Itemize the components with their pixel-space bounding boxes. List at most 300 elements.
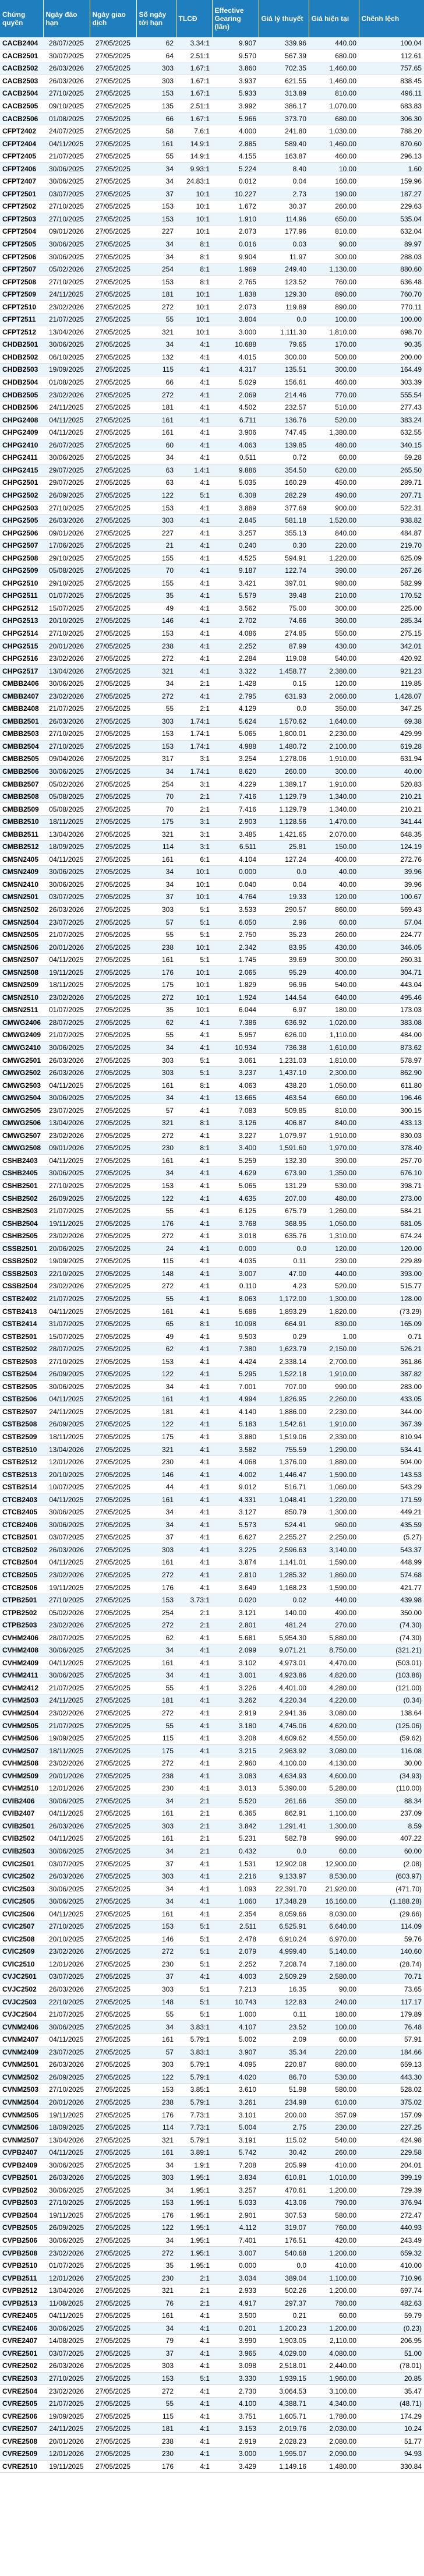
cell-trading-date: 27/05/2025 xyxy=(90,2008,136,2021)
cell-warrant-code: CMBB2507 xyxy=(0,778,43,791)
cell-difference: 35.47 xyxy=(359,2385,424,2398)
cell-trading-date: 27/05/2025 xyxy=(90,339,136,351)
cell-days-to-maturity: 254 xyxy=(136,1606,176,1619)
cell-difference: 20.85 xyxy=(359,2372,424,2385)
cell-maturity-date: 21/07/2025 xyxy=(43,313,90,326)
cell-effective-gearing: 3.225 xyxy=(212,1544,259,1556)
cell-warrant-code: CMWG2503 xyxy=(0,1079,43,1092)
cell-effective-gearing: 2.933 xyxy=(212,2284,259,2297)
cell-trading-date: 27/05/2025 xyxy=(90,1091,136,1104)
cell-trading-date: 27/05/2025 xyxy=(90,1983,136,1996)
table-row xyxy=(0,1732,424,1745)
cell-warrant-code: CSTB2506 xyxy=(0,1393,43,1406)
table-row xyxy=(0,2284,424,2297)
cell-effective-gearing: 0.432 xyxy=(212,1845,259,1858)
cell-current-price: 4,470.00 xyxy=(309,1657,359,1669)
cell-theoretical-price: 135.51 xyxy=(259,364,309,376)
cell-maturity-date: 30/06/2025 xyxy=(43,765,90,778)
cell-trading-date: 27/05/2025 xyxy=(90,1833,136,1845)
cell-theoretical-price: 2,963.92 xyxy=(259,1745,309,1757)
cell-trading-date: 27/05/2025 xyxy=(90,1154,136,1167)
cell-trading-date: 27/05/2025 xyxy=(90,916,136,929)
table-row xyxy=(0,941,424,954)
cell-trading-date: 27/05/2025 xyxy=(90,1581,136,1594)
cell-difference: 619.28 xyxy=(359,740,424,753)
cell-warrant-code: CVPB2510 xyxy=(0,2259,43,2272)
cell-maturity-date: 12/01/2026 xyxy=(43,2272,90,2285)
cell-current-price: 270.00 xyxy=(309,1619,359,1631)
cell-theoretical-price: 129.30 xyxy=(259,288,309,301)
cell-trading-date: 27/05/2025 xyxy=(90,477,136,489)
cell-theoretical-price: 0.0 xyxy=(259,1845,309,1858)
cell-conversion-ratio: 3:1 xyxy=(176,753,212,766)
cell-conversion-ratio: 4:1 xyxy=(176,552,212,565)
cell-current-price: 1,520.00 xyxy=(309,514,359,527)
table-row xyxy=(0,2372,424,2385)
cell-trading-date: 27/05/2025 xyxy=(90,364,136,376)
cell-difference: 938.82 xyxy=(359,514,424,527)
cell-maturity-date: 22/10/2025 xyxy=(43,1996,90,2008)
cell-maturity-date: 30/06/2025 xyxy=(43,251,90,263)
table-row xyxy=(0,2071,424,2084)
cell-conversion-ratio: 10:1 xyxy=(176,301,212,313)
cell-difference: (121.00) xyxy=(359,1682,424,1694)
cell-warrant-code: CACB2506 xyxy=(0,112,43,125)
cell-effective-gearing: 5.573 xyxy=(212,1518,259,1531)
cell-trading-date: 27/05/2025 xyxy=(90,1456,136,1468)
cell-difference: 676.10 xyxy=(359,1167,424,1180)
cell-warrant-code: CHPG2411 xyxy=(0,452,43,464)
cell-maturity-date: 23/02/2026 xyxy=(43,2385,90,2398)
table-row xyxy=(0,251,424,263)
table-row xyxy=(0,991,424,1004)
table-row xyxy=(0,1380,424,1393)
cell-maturity-date: 01/08/2025 xyxy=(43,112,90,125)
table-row xyxy=(0,1807,424,1820)
cell-trading-date: 27/05/2025 xyxy=(90,112,136,125)
cell-conversion-ratio: 10:1 xyxy=(176,200,212,213)
cell-conversion-ratio: 3:1 xyxy=(176,815,212,828)
cell-warrant-code: CSTB2501 xyxy=(0,1330,43,1343)
cell-difference: 873.62 xyxy=(359,1041,424,1054)
cell-effective-gearing: 1.093 xyxy=(212,1883,259,1895)
cell-theoretical-price: 144.54 xyxy=(259,991,309,1004)
cell-trading-date: 27/05/2025 xyxy=(90,1544,136,1556)
cell-theoretical-price: 406.87 xyxy=(259,1117,309,1130)
cell-theoretical-price: 2,941.36 xyxy=(259,1707,309,1719)
table-row xyxy=(0,2397,424,2410)
cell-difference: 138.64 xyxy=(359,1707,424,1719)
cell-current-price: 2,250.00 xyxy=(309,1531,359,1544)
cell-current-price: 390.00 xyxy=(309,1154,359,1167)
cell-trading-date: 27/05/2025 xyxy=(90,75,136,87)
cell-maturity-date: 21/07/2025 xyxy=(43,1682,90,1694)
cell-warrant-code: CSTB2510 xyxy=(0,1443,43,1456)
cell-difference: 267.26 xyxy=(359,564,424,577)
cell-current-price: 90.00 xyxy=(309,1983,359,1996)
table-row xyxy=(0,552,424,565)
cell-trading-date: 27/05/2025 xyxy=(90,941,136,954)
cell-current-price: 1,820.00 xyxy=(309,1305,359,1318)
cell-current-price: 540.00 xyxy=(309,979,359,992)
cell-difference: 697.74 xyxy=(359,2284,424,2297)
cell-warrant-code: CACB2504 xyxy=(0,87,43,100)
cell-maturity-date: 27/10/2025 xyxy=(43,276,90,288)
cell-theoretical-price: 1,826.95 xyxy=(259,1393,309,1406)
cell-conversion-ratio: 5:1 xyxy=(176,2372,212,2385)
cell-maturity-date: 30/06/2025 xyxy=(43,2159,90,2172)
cell-difference: 187.27 xyxy=(359,188,424,200)
cell-current-price: 300.00 xyxy=(309,251,359,263)
cell-days-to-maturity: 55 xyxy=(136,702,176,715)
cell-conversion-ratio: 4:1 xyxy=(176,2397,212,2410)
cell-trading-date: 27/05/2025 xyxy=(90,841,136,854)
cell-days-to-maturity: 161 xyxy=(136,414,176,427)
cell-days-to-maturity: 21 xyxy=(136,539,176,552)
cell-maturity-date: 20/01/2026 xyxy=(43,941,90,954)
cell-trading-date: 27/05/2025 xyxy=(90,2234,136,2247)
cell-conversion-ratio: 10:1 xyxy=(176,225,212,238)
cell-maturity-date: 23/02/2026 xyxy=(43,1569,90,1581)
table-row xyxy=(0,464,424,477)
cell-effective-gearing: 1.000 xyxy=(212,2008,259,2021)
cell-effective-gearing: 3.834 xyxy=(212,2171,259,2184)
cell-current-price: 480.00 xyxy=(309,1192,359,1205)
cell-warrant-code: CVNM2501 xyxy=(0,2059,43,2071)
cell-trading-date: 27/05/2025 xyxy=(90,2410,136,2423)
cell-maturity-date: 30/06/2025 xyxy=(43,1669,90,1682)
cell-difference: 164.49 xyxy=(359,364,424,376)
cell-effective-gearing: 5.231 xyxy=(212,1833,259,1845)
cell-difference: 584.21 xyxy=(359,1204,424,1217)
cell-theoretical-price: 1,200.23 xyxy=(259,2322,309,2335)
cell-difference: 543.37 xyxy=(359,1544,424,1556)
cell-difference: 340.15 xyxy=(359,439,424,452)
cell-trading-date: 27/05/2025 xyxy=(90,2448,136,2461)
cell-maturity-date: 13/04/2026 xyxy=(43,2134,90,2147)
cell-maturity-date: 23/02/2026 xyxy=(43,301,90,313)
cell-warrant-code: CVNM2409 xyxy=(0,2046,43,2059)
cell-current-price: 60.00 xyxy=(309,2033,359,2046)
table-row xyxy=(0,2109,424,2122)
cell-days-to-maturity: 230 xyxy=(136,1782,176,1795)
cell-maturity-date: 09/01/2026 xyxy=(43,1142,90,1155)
cell-trading-date: 27/05/2025 xyxy=(90,602,136,615)
cell-theoretical-price: 481.24 xyxy=(259,1619,309,1631)
table-row xyxy=(0,1920,424,1933)
cell-days-to-maturity: 272 xyxy=(136,1129,176,1142)
cell-trading-date: 27/05/2025 xyxy=(90,1958,136,1971)
cell-trading-date: 27/05/2025 xyxy=(90,1493,136,1506)
cell-current-price: 4,620.00 xyxy=(309,1719,359,1732)
cell-current-price: 300.00 xyxy=(309,364,359,376)
cell-days-to-maturity: 230 xyxy=(136,1456,176,1468)
cell-current-price: 2,060.00 xyxy=(309,690,359,703)
table-row xyxy=(0,50,424,62)
cell-maturity-date: 21/07/2025 xyxy=(43,2008,90,2021)
cell-current-price: 2,300.00 xyxy=(309,1066,359,1079)
cell-current-price: 2,580.00 xyxy=(309,1971,359,1983)
cell-effective-gearing: 3.226 xyxy=(212,1682,259,1694)
table-row xyxy=(0,1908,424,1920)
cell-warrant-code: CTPB2502 xyxy=(0,1606,43,1619)
cell-effective-gearing: 3.421 xyxy=(212,577,259,590)
cell-days-to-maturity: 64 xyxy=(136,50,176,62)
cell-current-price: 840.00 xyxy=(309,1117,359,1130)
cell-trading-date: 27/05/2025 xyxy=(90,2046,136,2059)
cell-current-price: 1,100.00 xyxy=(309,1807,359,1820)
cell-maturity-date: 09/01/2026 xyxy=(43,225,90,238)
cell-maturity-date: 24/11/2025 xyxy=(43,1694,90,1707)
cell-current-price: 3,100.00 xyxy=(309,2385,359,2398)
cell-effective-gearing: 3.061 xyxy=(212,1054,259,1067)
cell-conversion-ratio: 1.9:1 xyxy=(176,2159,212,2172)
cell-conversion-ratio: 1.95:1 xyxy=(176,2197,212,2209)
cell-maturity-date: 18/11/2025 xyxy=(43,815,90,828)
cell-difference: 57.04 xyxy=(359,916,424,929)
cell-effective-gearing: 0.020 xyxy=(212,1594,259,1606)
cell-warrant-code: CVJC2503 xyxy=(0,1996,43,2008)
cell-difference: 788.20 xyxy=(359,125,424,138)
cell-trading-date: 27/05/2025 xyxy=(90,1518,136,1531)
cell-conversion-ratio: 10:1 xyxy=(176,891,212,904)
cell-maturity-date: 23/02/2026 xyxy=(43,991,90,1004)
cell-maturity-date: 12/01/2026 xyxy=(43,2448,90,2461)
cell-difference: 484.00 xyxy=(359,1029,424,1042)
cell-conversion-ratio: 4:1 xyxy=(176,1694,212,1707)
table-row xyxy=(0,866,424,879)
cell-theoretical-price: 413.06 xyxy=(259,2197,309,2209)
cell-trading-date: 27/05/2025 xyxy=(90,1481,136,1493)
cell-days-to-maturity: 34 xyxy=(136,878,176,891)
cell-theoretical-price: 0.11 xyxy=(259,2008,309,2021)
cell-warrant-code: CTCB2403 xyxy=(0,1493,43,1506)
cell-theoretical-price: 1,129.79 xyxy=(259,803,309,816)
table-row xyxy=(0,753,424,766)
cell-days-to-maturity: 303 xyxy=(136,1983,176,1996)
cell-trading-date: 27/05/2025 xyxy=(90,1142,136,1155)
table-row xyxy=(0,1229,424,1242)
cell-maturity-date: 09/01/2026 xyxy=(43,527,90,540)
cell-theoretical-price: 1,939.15 xyxy=(259,2372,309,2385)
table-row xyxy=(0,828,424,841)
cell-difference: 39.96 xyxy=(359,878,424,891)
cell-current-price: 3,080.00 xyxy=(309,1745,359,1757)
cell-days-to-maturity: 161 xyxy=(136,138,176,150)
cell-trading-date: 27/05/2025 xyxy=(90,125,136,138)
table-row xyxy=(0,1719,424,1732)
table-row xyxy=(0,2297,424,2310)
cell-current-price: 1,020.00 xyxy=(309,1016,359,1029)
cell-difference: 346.05 xyxy=(359,941,424,954)
cell-theoretical-price: 119.08 xyxy=(259,652,309,665)
cell-theoretical-price: 30.37 xyxy=(259,200,309,213)
cell-current-price: 1,460.00 xyxy=(309,62,359,75)
cell-current-price: 1,340.00 xyxy=(309,790,359,803)
cell-theoretical-price: 2,596.63 xyxy=(259,1544,309,1556)
cell-theoretical-price: 389.04 xyxy=(259,2272,309,2285)
cell-days-to-maturity: 57 xyxy=(136,2046,176,2059)
cell-warrant-code: CHPG2501 xyxy=(0,477,43,489)
cell-difference: (28.74) xyxy=(359,1958,424,1971)
cell-warrant-code: CVHM2509 xyxy=(0,1770,43,1782)
cell-difference: (59.62) xyxy=(359,1732,424,1745)
cell-maturity-date: 30/06/2025 xyxy=(43,339,90,351)
cell-effective-gearing: 4.635 xyxy=(212,1192,259,1205)
cell-maturity-date: 30/06/2025 xyxy=(43,1041,90,1054)
cell-trading-date: 27/05/2025 xyxy=(90,1795,136,1807)
cell-current-price: 300.00 xyxy=(309,602,359,615)
cell-effective-gearing: 4.107 xyxy=(212,2021,259,2034)
table-row xyxy=(0,790,424,803)
cell-current-price: 1,260.00 xyxy=(309,1204,359,1217)
cell-days-to-maturity: 303 xyxy=(136,2171,176,2184)
cell-current-price: 1,340.00 xyxy=(309,803,359,816)
cell-current-price: 540.00 xyxy=(309,2134,359,2147)
cell-effective-gearing: 3.842 xyxy=(212,1820,259,1833)
table-row xyxy=(0,2335,424,2348)
cell-trading-date: 27/05/2025 xyxy=(90,527,136,540)
cell-conversion-ratio: 2.51:1 xyxy=(176,100,212,112)
cell-conversion-ratio: 3.89:1 xyxy=(176,2146,212,2159)
table-row xyxy=(0,1594,424,1606)
cell-conversion-ratio: 4:1 xyxy=(176,1895,212,1908)
header-row xyxy=(0,0,424,37)
cell-effective-gearing: 3.533 xyxy=(212,903,259,916)
cell-warrant-code: CMWG2410 xyxy=(0,1041,43,1054)
cell-warrant-code: CHDB2506 xyxy=(0,401,43,414)
cell-current-price: 1,590.00 xyxy=(309,1581,359,1594)
cell-maturity-date: 29/07/2025 xyxy=(43,464,90,477)
cell-difference: 387.82 xyxy=(359,1368,424,1380)
cell-trading-date: 27/05/2025 xyxy=(90,2347,136,2360)
table-row xyxy=(0,1996,424,2008)
cell-days-to-maturity: 34 xyxy=(136,163,176,175)
cell-warrant-code: CSTB2508 xyxy=(0,1418,43,1431)
cell-theoretical-price: 75.00 xyxy=(259,602,309,615)
cell-current-price: 890.00 xyxy=(309,288,359,301)
cell-theoretical-price: 7,208.74 xyxy=(259,1958,309,1971)
table-row xyxy=(0,1330,424,1343)
cell-difference: 810.94 xyxy=(359,1430,424,1443)
cell-theoretical-price: 163.87 xyxy=(259,150,309,163)
cell-warrant-code: CSHB2405 xyxy=(0,1167,43,1180)
cell-theoretical-price: 131.29 xyxy=(259,1179,309,1192)
cell-effective-gearing: 3.257 xyxy=(212,2184,259,2197)
cell-difference: 611.80 xyxy=(359,1079,424,1092)
cell-trading-date: 27/05/2025 xyxy=(90,2360,136,2373)
cell-maturity-date: 15/07/2025 xyxy=(43,602,90,615)
cell-trading-date: 27/05/2025 xyxy=(90,1443,136,1456)
cell-effective-gearing: 2.919 xyxy=(212,2435,259,2448)
cell-effective-gearing: 1.745 xyxy=(212,953,259,966)
cell-conversion-ratio: 5:1 xyxy=(176,1958,212,1971)
cell-days-to-maturity: 122 xyxy=(136,2222,176,2235)
table-row xyxy=(0,778,424,791)
cell-conversion-ratio: 10:1 xyxy=(176,878,212,891)
cell-conversion-ratio: 5.79:1 xyxy=(176,2096,212,2109)
table-row xyxy=(0,1506,424,1518)
cell-difference: 288.03 xyxy=(359,251,424,263)
cell-current-price: 500.00 xyxy=(309,351,359,364)
cell-trading-date: 27/05/2025 xyxy=(90,1745,136,1757)
cell-days-to-maturity: 24 xyxy=(136,1242,176,1255)
cell-difference: 94.93 xyxy=(359,2448,424,2461)
cell-days-to-maturity: 148 xyxy=(136,1267,176,1280)
cell-effective-gearing: 5.520 xyxy=(212,1795,259,1807)
cell-trading-date: 27/05/2025 xyxy=(90,138,136,150)
cell-maturity-date: 04/11/2025 xyxy=(43,1154,90,1167)
table-row xyxy=(0,1242,424,1255)
cell-effective-gearing: 2.845 xyxy=(212,514,259,527)
table-row xyxy=(0,1041,424,1054)
cell-days-to-maturity: 230 xyxy=(136,2448,176,2461)
cell-theoretical-price: 673.90 xyxy=(259,1167,309,1180)
cell-effective-gearing: 1.060 xyxy=(212,1895,259,1908)
cell-theoretical-price: 160.29 xyxy=(259,477,309,489)
cell-days-to-maturity: 70 xyxy=(136,564,176,577)
cell-effective-gearing: 7.208 xyxy=(212,2159,259,2172)
cell-current-price: 1,200.00 xyxy=(309,2284,359,2297)
cell-current-price: 1,100.00 xyxy=(309,2272,359,2285)
cell-effective-gearing: 6.627 xyxy=(212,1531,259,1544)
cell-days-to-maturity: 181 xyxy=(136,288,176,301)
cell-days-to-maturity: 37 xyxy=(136,2347,176,2360)
cell-days-to-maturity: 181 xyxy=(136,1405,176,1418)
cell-effective-gearing: 4.988 xyxy=(212,740,259,753)
cell-days-to-maturity: 153 xyxy=(136,728,176,741)
cell-current-price: 210.00 xyxy=(309,590,359,602)
cell-theoretical-price: 241.80 xyxy=(259,125,309,138)
cell-conversion-ratio: 4:1 xyxy=(176,1544,212,1556)
cell-effective-gearing: 3.322 xyxy=(212,665,259,678)
cell-conversion-ratio: 4:1 xyxy=(176,414,212,427)
cell-effective-gearing: 5.579 xyxy=(212,590,259,602)
cell-maturity-date: 01/07/2025 xyxy=(43,1004,90,1017)
cell-trading-date: 27/05/2025 xyxy=(90,1619,136,1631)
cell-conversion-ratio: 10:1 xyxy=(176,991,212,1004)
cell-theoretical-price: 1,291.41 xyxy=(259,1820,309,1833)
cell-difference: 128.00 xyxy=(359,1292,424,1305)
cell-days-to-maturity: 34 xyxy=(136,238,176,251)
table-row xyxy=(0,1933,424,1946)
table-row xyxy=(0,263,424,276)
cell-warrant-code: CSHB2501 xyxy=(0,1179,43,1192)
cell-conversion-ratio: 4:1 xyxy=(176,1493,212,1506)
cell-effective-gearing: 0.000 xyxy=(212,2259,259,2272)
cell-current-price: 2,070.00 xyxy=(309,828,359,841)
cell-difference: 200.00 xyxy=(359,351,424,364)
cell-theoretical-price: 0.04 xyxy=(259,878,309,891)
cell-theoretical-price: 354.50 xyxy=(259,464,309,477)
cell-theoretical-price: 1,886.00 xyxy=(259,1405,309,1418)
cell-conversion-ratio: 4:1 xyxy=(176,1518,212,1531)
cell-trading-date: 27/05/2025 xyxy=(90,2397,136,2410)
cell-warrant-code: CHPG2410 xyxy=(0,439,43,452)
cell-maturity-date: 30/06/2025 xyxy=(43,1380,90,1393)
cell-days-to-maturity: 238 xyxy=(136,941,176,954)
table-row xyxy=(0,577,424,590)
cell-theoretical-price: 260.00 xyxy=(259,765,309,778)
cell-theoretical-price: 1,172.00 xyxy=(259,1292,309,1305)
cell-effective-gearing: 3.262 xyxy=(212,1694,259,1707)
cell-days-to-maturity: 34 xyxy=(136,1167,176,1180)
cell-current-price: 840.00 xyxy=(309,527,359,540)
cell-warrant-code: CSTB2513 xyxy=(0,1468,43,1481)
cell-theoretical-price: 2,518.01 xyxy=(259,2360,309,2373)
cell-theoretical-price: 8.40 xyxy=(259,163,309,175)
cell-trading-date: 27/05/2025 xyxy=(90,200,136,213)
